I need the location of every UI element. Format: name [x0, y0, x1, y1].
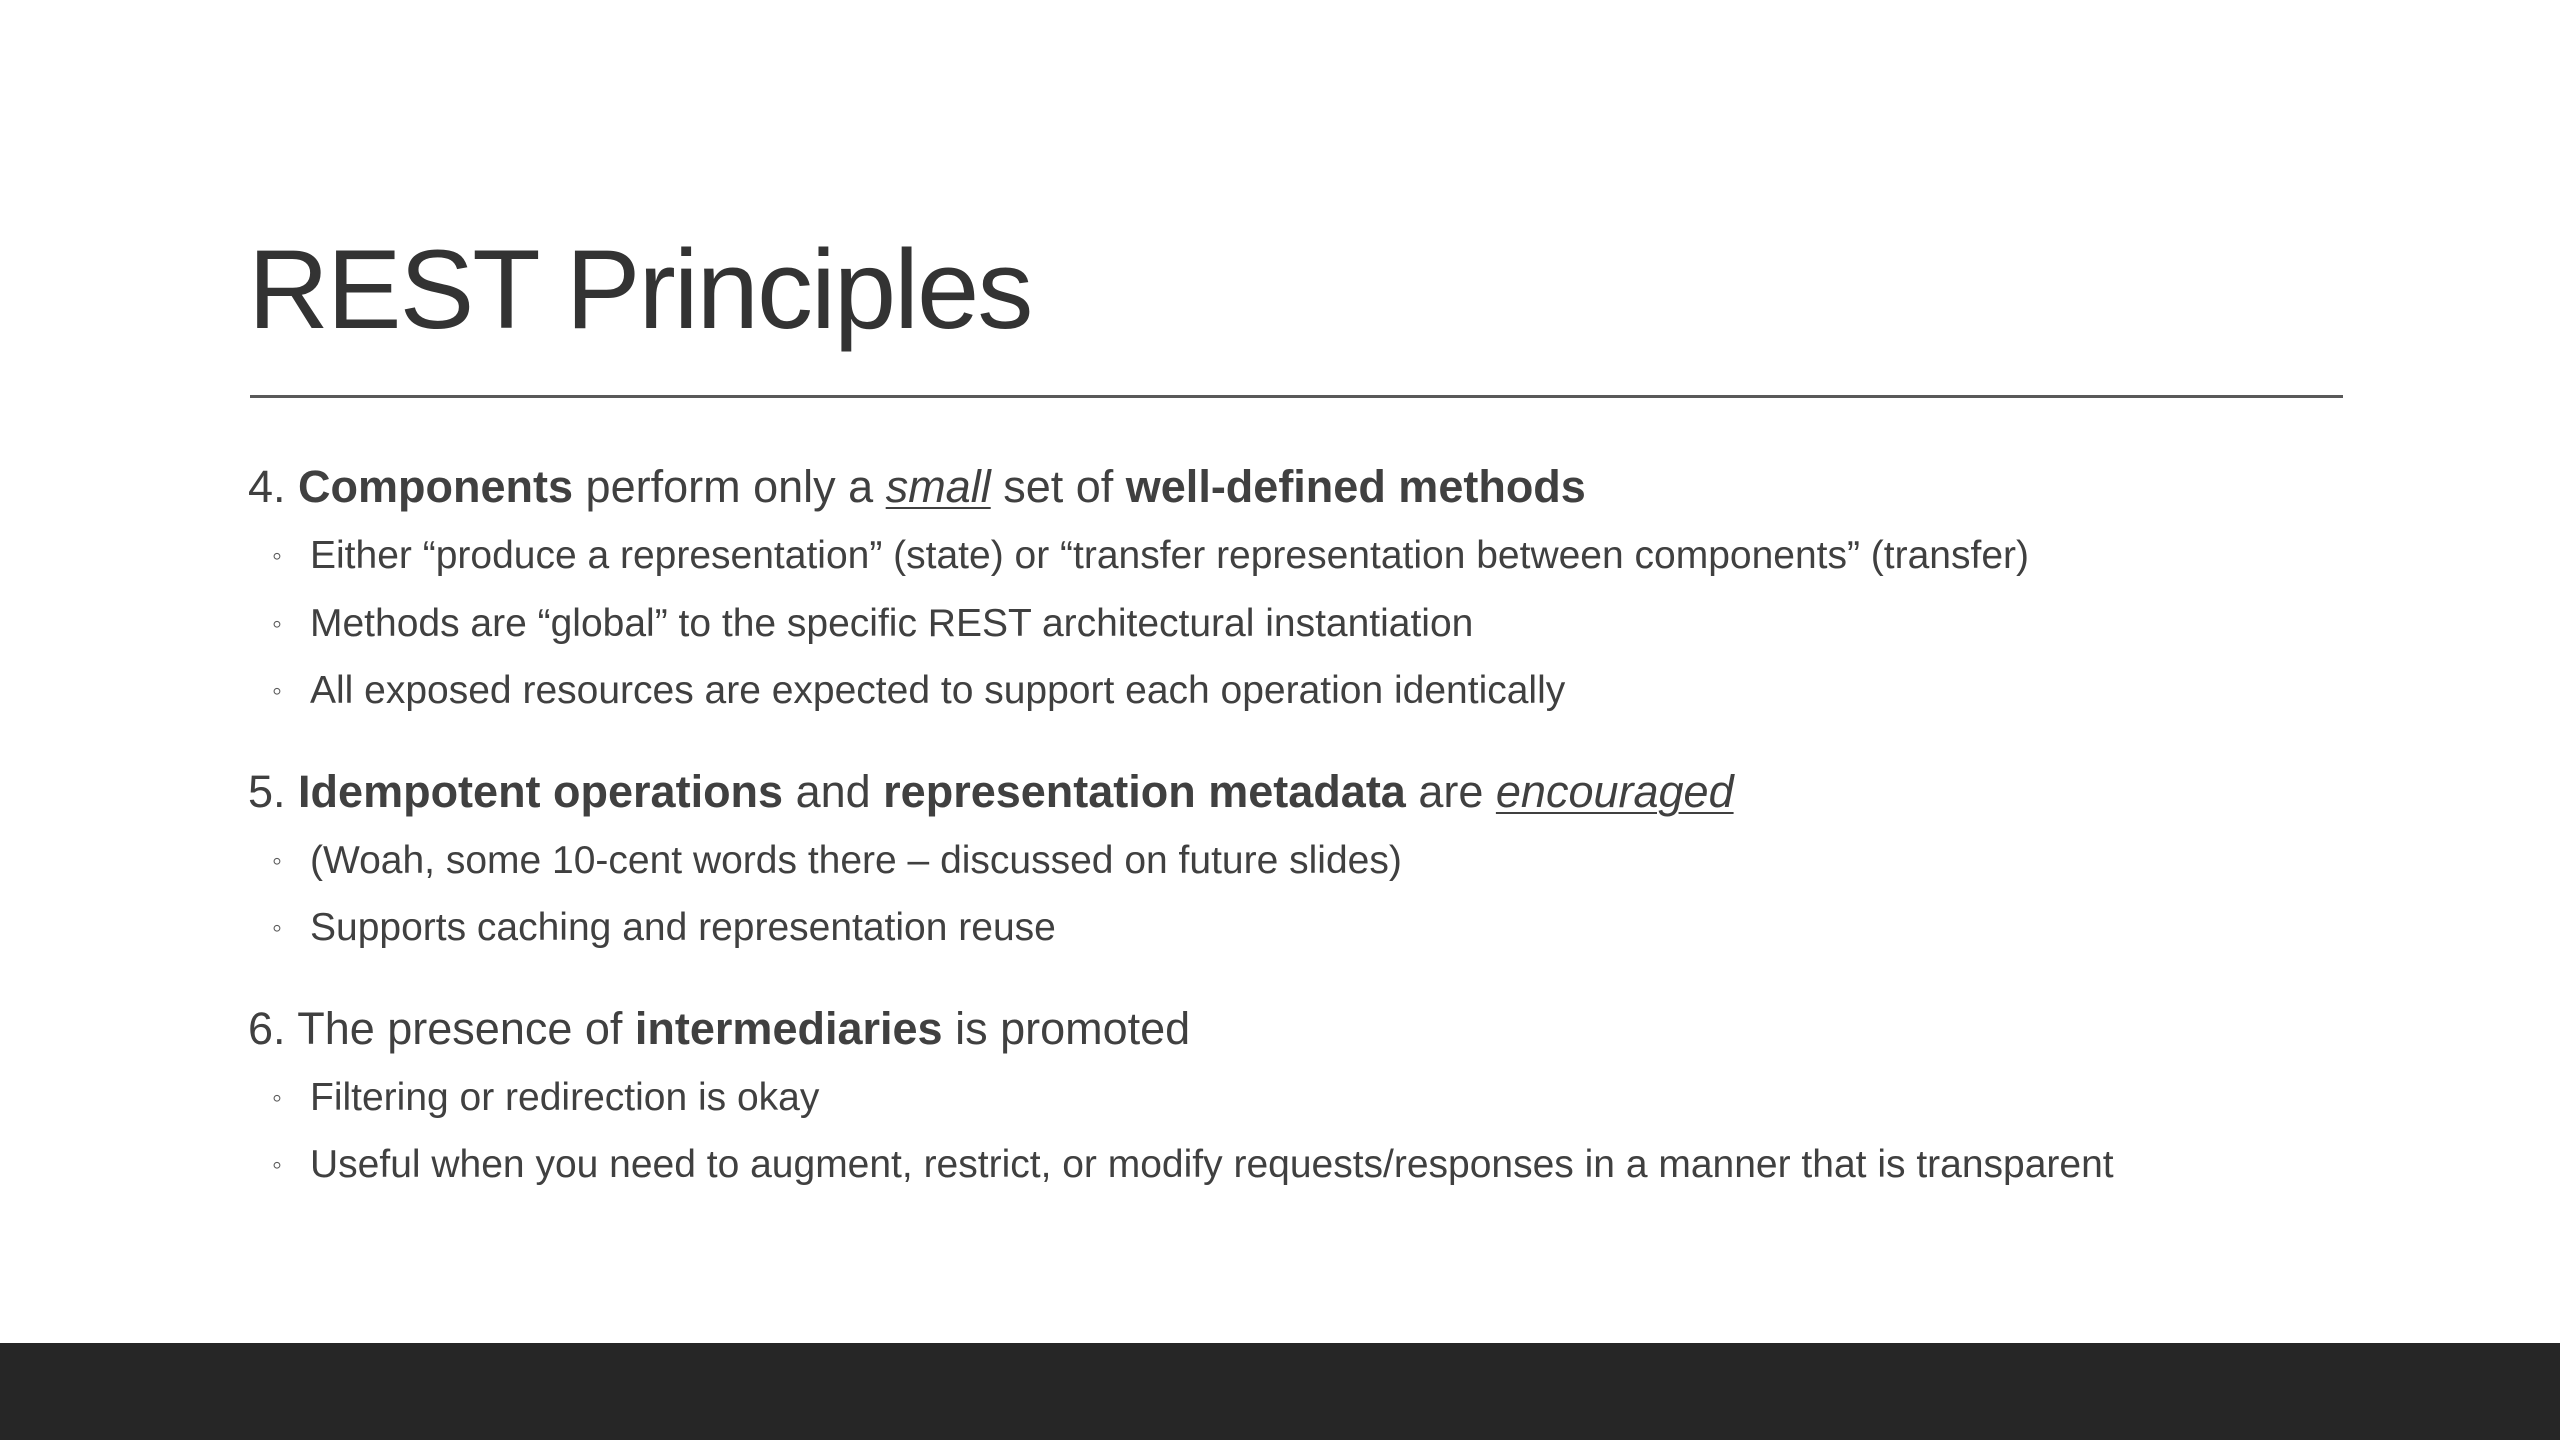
bullet-icon: ◦	[272, 675, 282, 706]
principle-5-emphasis-encouraged: encouraged	[1495, 765, 1734, 817]
principle-4	[248, 452, 2348, 522]
principle-6-subpoints	[248, 1064, 2348, 1199]
subpoint-text: Methods are “global” to the specific REST architectural instantiation	[310, 601, 1474, 645]
list-item	[248, 657, 2348, 725]
principle-4-bold-components: Components	[298, 461, 574, 512]
bullet-icon: ◦	[272, 607, 282, 639]
list-item	[248, 1131, 2348, 1199]
principle-4-bold-methods: well-defined methods	[1125, 461, 1586, 512]
principle-4-subpoints	[248, 522, 2348, 725]
principle-4-text: perform only a	[573, 461, 886, 512]
title-divider	[250, 395, 2343, 398]
subpoint-text: (Woah, some 10-cent words there – discussed on future slides)	[310, 838, 1402, 882]
spacer	[248, 962, 2348, 994]
list-item	[248, 522, 2348, 590]
principle-6-text: 6. The presence of	[248, 1002, 635, 1054]
list-item	[248, 827, 2348, 895]
principle-5-number: 5.	[248, 765, 299, 817]
subpoint-text: All exposed resources are expected to support each operation identically	[310, 669, 1566, 712]
principle-4-text-2: set of	[990, 461, 1126, 512]
list-item	[248, 1064, 2348, 1132]
principle-6-text-2: is promoted	[942, 1002, 1191, 1054]
list-item	[248, 590, 2348, 658]
subpoint-text: Useful when you need to augment, restrict, or modify requests/responses in a manner that is transparent	[310, 1143, 2114, 1186]
principle-5-bold-metadata: representation metadata	[883, 765, 1406, 817]
subpoint-text: Filtering or redirection is okay	[310, 1075, 820, 1119]
principle-6	[248, 994, 2348, 1064]
subpoint-text: Either “produce a representation” (state) or “transfer representation between components” (transfer)	[310, 534, 2029, 577]
bullet-icon: ◦	[272, 540, 282, 571]
principle-5-bold-idempotent: Idempotent operations	[298, 765, 784, 817]
list-item	[248, 894, 2348, 962]
footer-bar	[0, 1343, 2560, 1440]
principle-5-text-2: are	[1405, 765, 1496, 817]
bullet-icon: ◦	[272, 844, 282, 876]
principle-4-emphasis-small: small	[885, 461, 991, 512]
slide-content	[248, 452, 2348, 1199]
principle-5-subpoints	[248, 827, 2348, 962]
bullet-icon: ◦	[272, 1081, 282, 1113]
bullet-icon: ◦	[272, 1149, 282, 1180]
spacer	[248, 725, 2348, 757]
principle-5-text: and	[783, 765, 884, 817]
bullet-icon: ◦	[272, 912, 282, 943]
subpoint-text: Supports caching and representation reuse	[310, 906, 1056, 949]
slide-title: REST Principles	[248, 227, 1032, 352]
principle-6-bold-intermediaries: intermediaries	[634, 1002, 943, 1054]
principle-4-number: 4.	[248, 461, 299, 512]
principle-5	[248, 757, 2348, 827]
